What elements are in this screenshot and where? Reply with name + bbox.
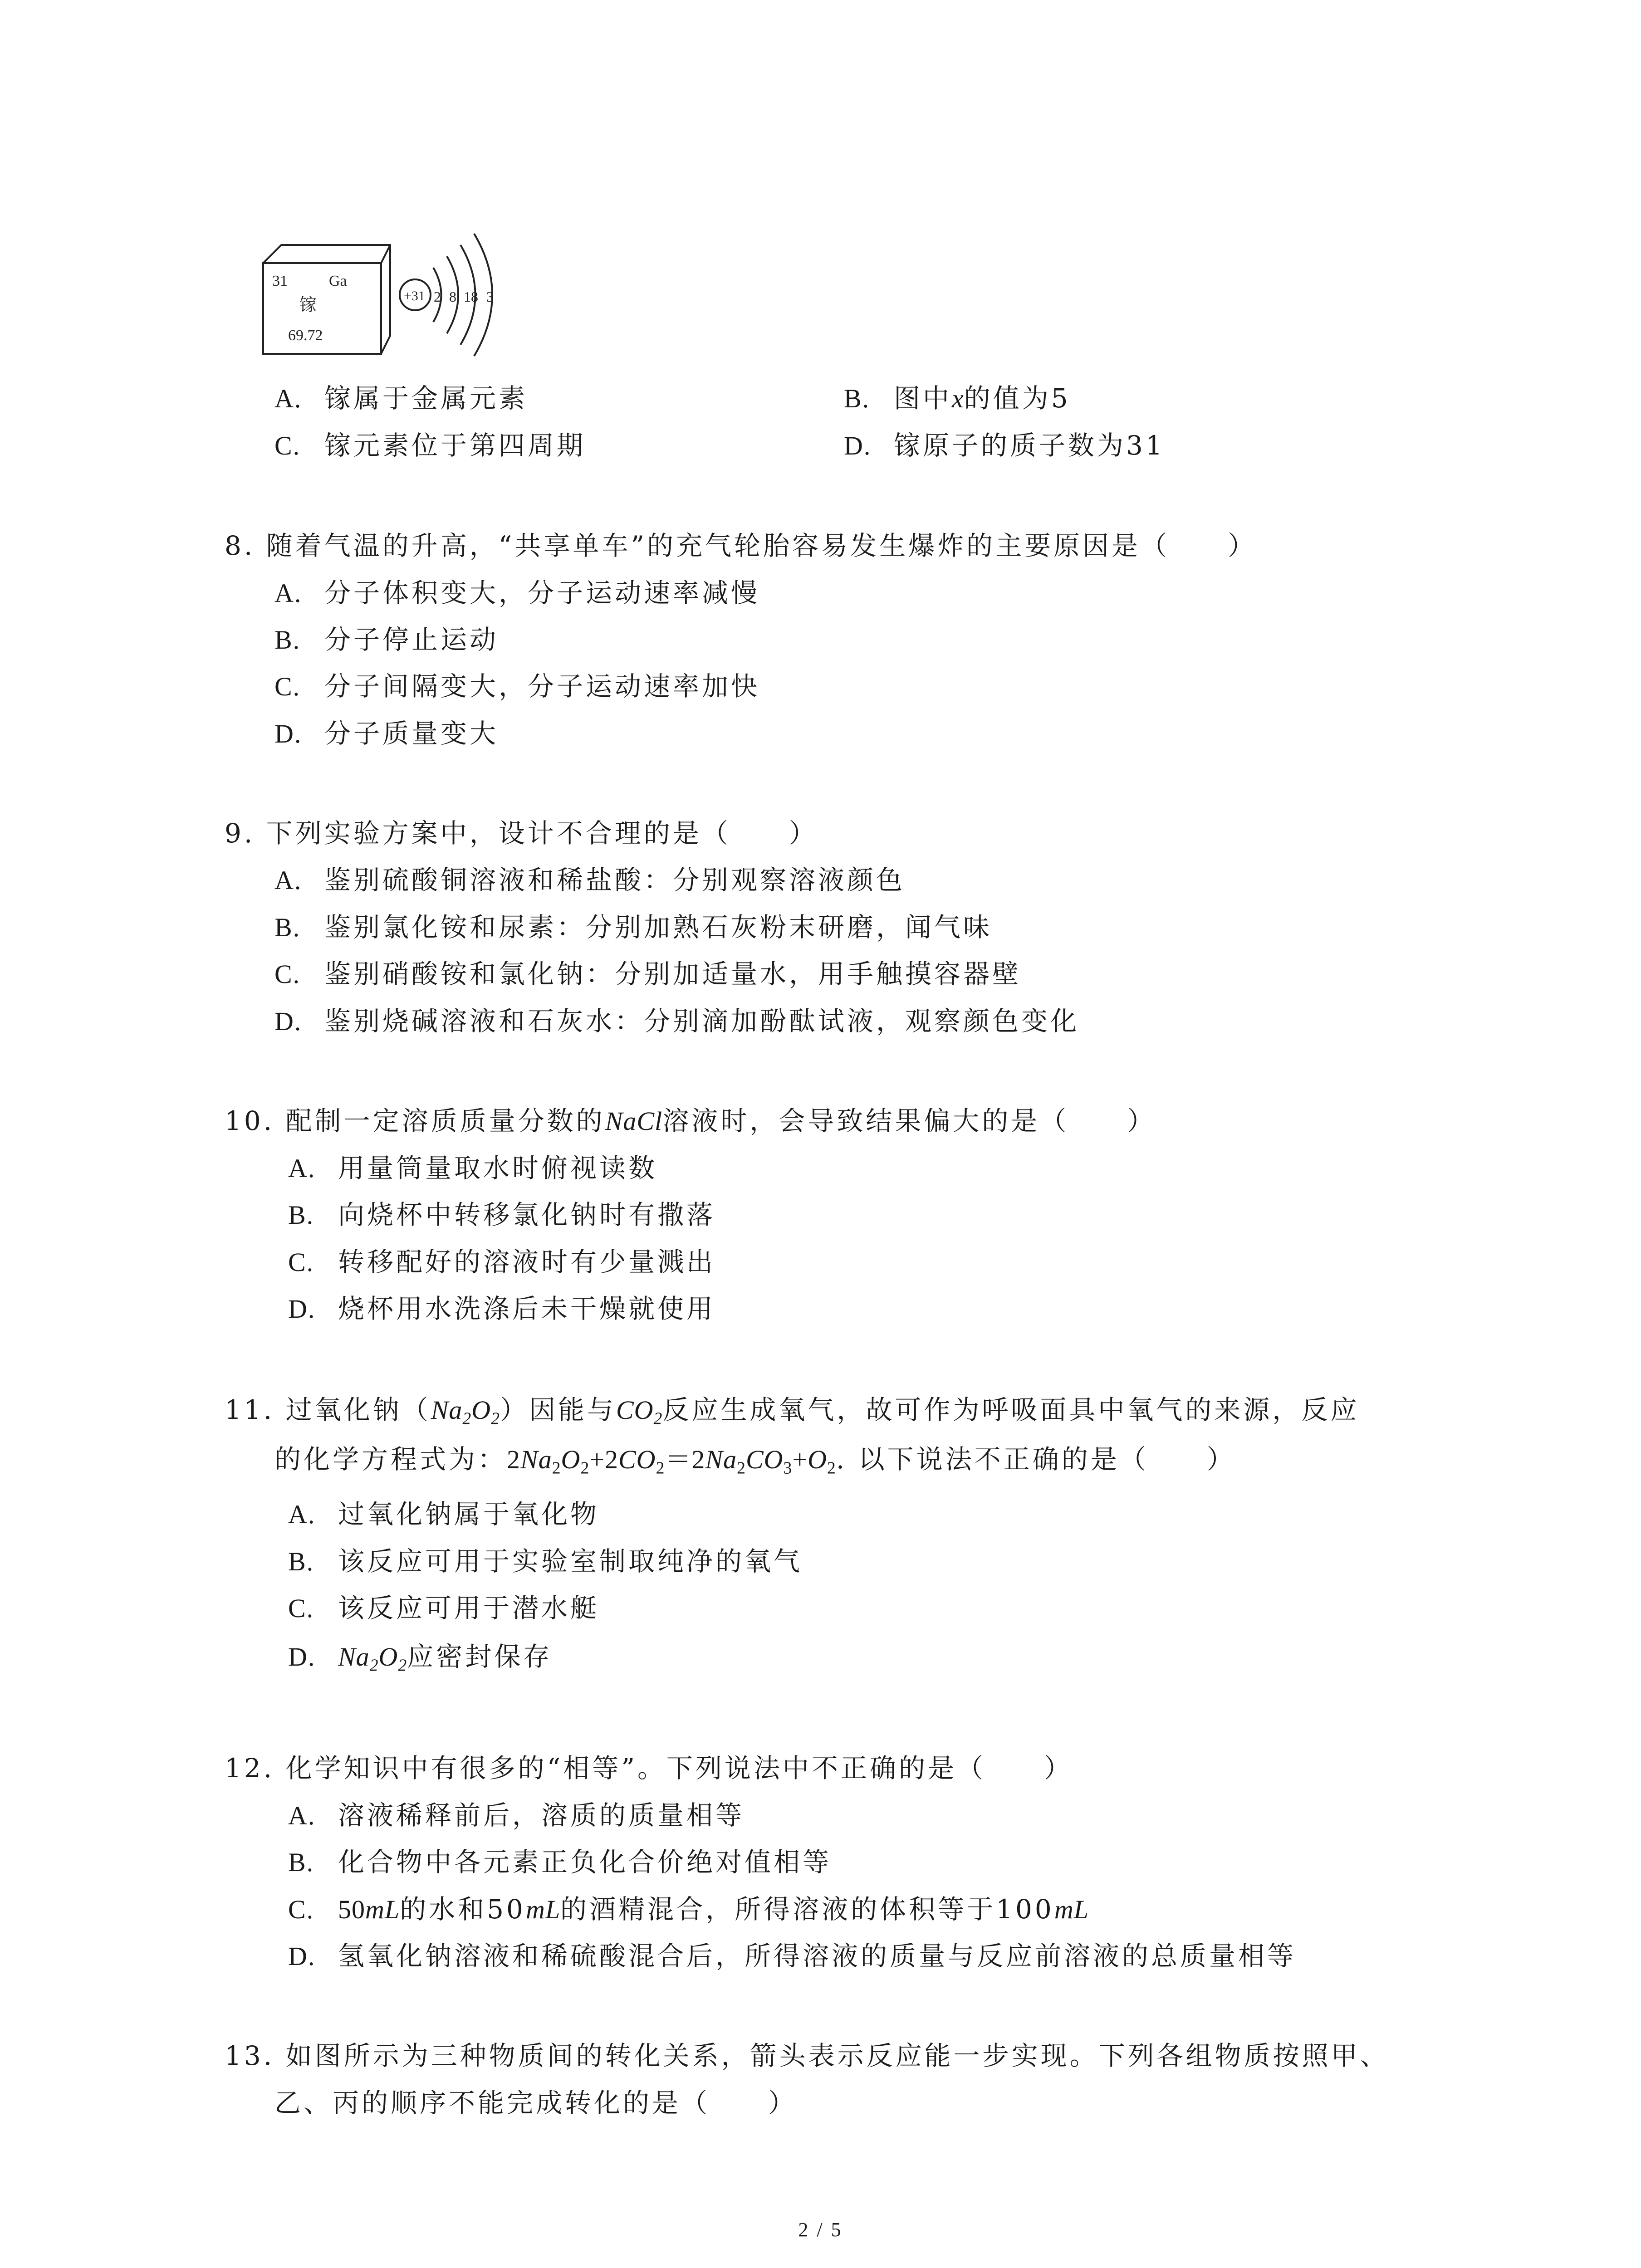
q13-stem-line1: 13. 如图所示为三种物质间的转化关系，箭头表示反应能一步实现。下列各组物质按照甲、 (225, 2040, 1389, 2071)
element-cell (263, 245, 390, 354)
q7-option-a: A. 镓属于金属元素 (274, 383, 528, 414)
q7-option-c: C. 镓元素位于第四周期 (274, 430, 586, 461)
shell-electrons-1: 2 (434, 288, 441, 305)
q7-option-b: B. 图中x的值为5 (844, 383, 1071, 414)
q9-option-d: D. 鉴别烧碱溶液和石灰水：分别滴加酚酞试液，观察颜色变化 (274, 1006, 1080, 1036)
element-symbol: Ga (329, 273, 347, 289)
q12-stem: 12. 化学知识中有很多的“相等”。下列说法中不正确的是（ ） (225, 1753, 1073, 1784)
q9-option-c: C. 鉴别硝酸铵和氯化钠：分别加适量水，用手触摸容器壁 (274, 958, 1022, 989)
q7-option-a-text: 镓属于金属元素 (324, 383, 528, 414)
chemical-equation: $2Na_2O_2+2CO_2=2Na_2CO_3+O_2$ (507, 1445, 836, 1478)
q11-stem-line2: 的化学方程式为：$2Na_2O_2+2CO_2=2Na_2CO_3+O_2$. 以下说法不正确的是（ ） (274, 1444, 1236, 1478)
q7-option-d-text: 镓原子的质子数为31 (894, 430, 1165, 461)
q9-stem: 9. 下列实验方案中，设计不合理的是（ ） (225, 818, 818, 849)
atomic-number: 31 (272, 273, 288, 289)
co2-formula: $CO_2$ (616, 1395, 663, 1428)
q10-stem: 10. 配制一定溶质质量分数的NaCl溶液时，会导致结果偏大的是（ ） (225, 1105, 1156, 1136)
q7-option-c-text: 镓元素位于第四周期 (324, 430, 586, 461)
q8-option-d: D. 分子质量变大 (274, 718, 499, 749)
q10-option-a: A. 用量筒量取水时俯视读数 (288, 1153, 658, 1183)
q10-option-b: B. 向烧杯中转移氯化钠时有撒落 (288, 1199, 716, 1230)
q10-option-d: D. 烧杯用水洗涤后未干燥就使用 (288, 1293, 716, 1324)
q12-option-c: C. 50mL的水和50mL的酒精混合，所得溶液的体积等于100mL (288, 1894, 1089, 1925)
q8-option-a: A. 分子体积变大，分子运动速率减慢 (274, 577, 760, 608)
q11-option-d: D. $Na_2O_2$应密封保存 (288, 1641, 553, 1675)
q12-option-b: B. 化合物中各元素正负化合价绝对值相等 (288, 1847, 832, 1877)
gallium-atom-figure (254, 213, 544, 367)
atomic-mass: 69.72 (288, 327, 323, 344)
q11-option-b: B. 该反应可用于实验室制取纯净的氧气 (288, 1546, 803, 1577)
shell-electrons-4: 3 (486, 288, 494, 305)
q8-option-c: C. 分子间隔变大，分子运动速率加快 (274, 671, 760, 702)
q12-option-a: A. 溶液稀释前后，溶质的质量相等 (288, 1800, 745, 1831)
page-number: 2 / 5 (798, 2219, 843, 2241)
q9-option-a: A. 鉴别硫酸铜溶液和稀盐酸：分别观察溶液颜色 (274, 865, 906, 895)
na2o2-formula: $Na_2O_2$ (431, 1395, 500, 1428)
element-name: 镓 (299, 295, 317, 315)
shell-electrons-2: 8 (449, 288, 456, 305)
q9-option-b: B. 鉴别氯化铵和尿素：分别加熟石灰粉末研磨，闻气味 (274, 912, 993, 943)
q12-option-d: D. 氢氧化钠溶液和稀硫酸混合后，所得溶液的质量与反应前溶液的总质量相等 (288, 1941, 1297, 1971)
shell-electrons-3: 18 (464, 288, 478, 305)
q10-option-c: C. 转移配好的溶液时有少量溅出 (288, 1246, 716, 1277)
electron-shells (433, 234, 492, 356)
q7-option-d: D. 镓原子的质子数为31 (844, 430, 1165, 461)
q11-stem-line1: 11. 过氧化钠$(Na_2O_2)$因能与$CO_2$反应生成氧气，故可作为呼吸面具中氧气的来源，反应 (225, 1394, 1360, 1428)
nucleus-charge: +31 (404, 288, 425, 303)
q8-option-b: B. 分子停止运动 (274, 624, 499, 655)
q8-stem: 8. 随着气温的升高，“共享单车”的充气轮胎容易发生爆炸的主要原因是（ ） (225, 530, 1257, 561)
nacl-formula: NaCl (605, 1106, 663, 1136)
q11-option-a: A. 过氧化钠属于氧化物 (288, 1499, 600, 1530)
q13-stem-line2: 乙、丙的顺序不能完成转化的是（ ） (274, 2087, 798, 2118)
q11-option-c: C. 该反应可用于潜水艇 (288, 1593, 600, 1623)
